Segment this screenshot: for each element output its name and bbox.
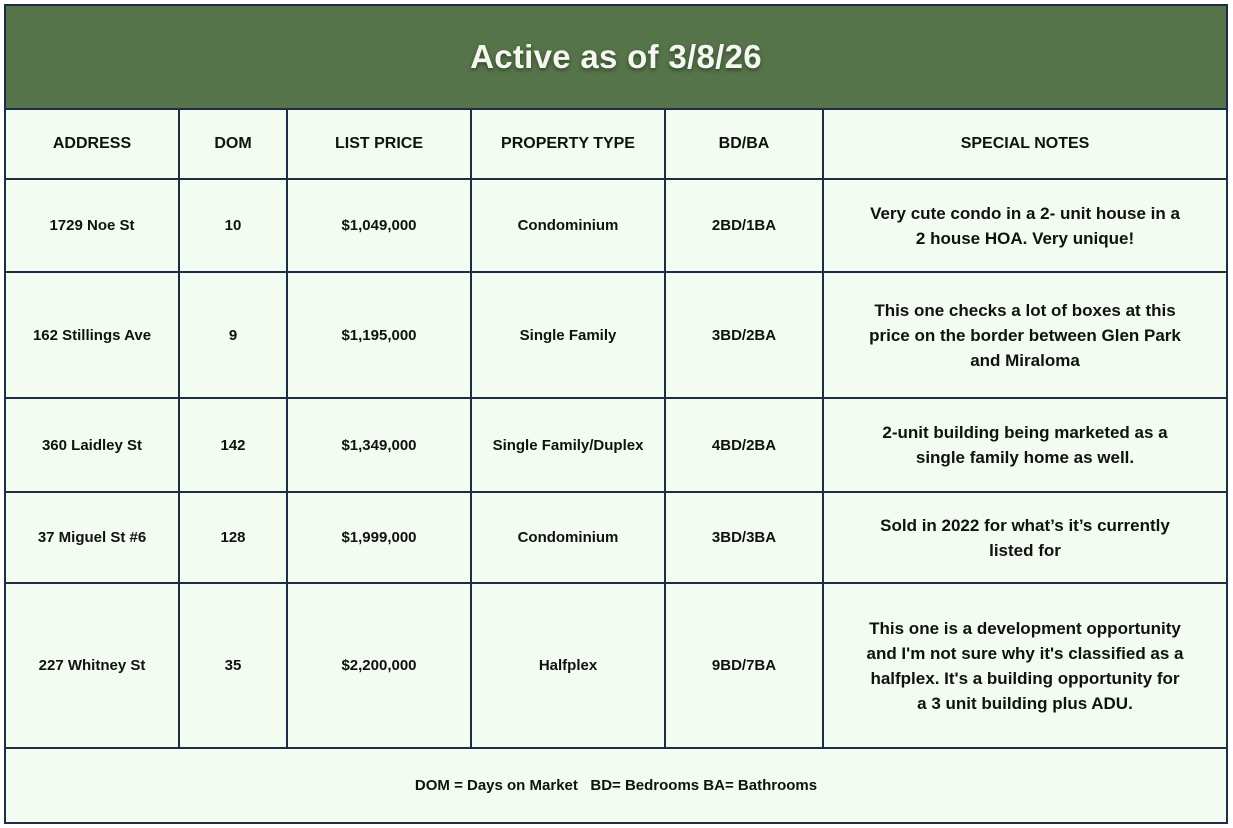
dom-cell: 10 bbox=[179, 179, 287, 272]
column-header-list-price: LIST PRICE bbox=[287, 110, 471, 179]
bd-ba-cell: 4BD/2BA bbox=[665, 398, 823, 492]
dom-cell: 9 bbox=[179, 272, 287, 398]
address-cell: 360 Laidley St bbox=[6, 398, 179, 492]
special-notes-cell: This one is a development opportunity and I'm not sure why it's classified as a halfplex. It's a building opportunity for a 3 unit building plus ADU. bbox=[823, 583, 1226, 748]
list-price-cell: $1,349,000 bbox=[287, 398, 471, 492]
list-price-cell: $1,049,000 bbox=[287, 179, 471, 272]
address-cell: 1729 Noe St bbox=[6, 179, 179, 272]
property-type-cell: Condominium bbox=[471, 492, 665, 583]
bd-ba-cell: 2BD/1BA bbox=[665, 179, 823, 272]
address-cell: 227 Whitney St bbox=[6, 583, 179, 748]
property-type-cell: Condominium bbox=[471, 179, 665, 272]
address-cell: 162 Stillings Ave bbox=[6, 272, 179, 398]
table-row bbox=[6, 492, 1226, 583]
address-cell: 37 Miguel St #6 bbox=[6, 492, 179, 583]
list-price-cell: $1,999,000 bbox=[287, 492, 471, 583]
column-header-dom: DOM bbox=[179, 110, 287, 179]
title-banner bbox=[6, 6, 1226, 110]
table-row bbox=[6, 398, 1226, 492]
column-header-special-notes: SPECIAL NOTES bbox=[823, 110, 1226, 179]
listings-sheet bbox=[4, 4, 1228, 824]
table-row bbox=[6, 179, 1226, 272]
bd-ba-cell: 3BD/2BA bbox=[665, 272, 823, 398]
dom-cell: 128 bbox=[179, 492, 287, 583]
legend-footer: DOM = Days on Market BD= Bedrooms BA= Bathrooms bbox=[414, 776, 818, 794]
list-price-cell: $1,195,000 bbox=[287, 272, 471, 398]
dom-cell: 35 bbox=[179, 583, 287, 748]
dom-cell: 142 bbox=[179, 398, 287, 492]
property-type-cell: Halfplex bbox=[471, 583, 665, 748]
bd-ba-cell: 9BD/7BA bbox=[665, 583, 823, 748]
special-notes-cell: 2-unit building being marketed as a single family home as well. bbox=[823, 398, 1226, 492]
listings-table bbox=[6, 110, 1226, 749]
bd-ba-cell: 3BD/3BA bbox=[665, 492, 823, 583]
column-header-bd-ba: BD/BA bbox=[665, 110, 823, 179]
special-notes-cell: Sold in 2022 for what’s it’s currently listed for bbox=[823, 492, 1226, 583]
property-type-cell: Single Family/Duplex bbox=[471, 398, 665, 492]
page-title: Active as of 3/8/26 bbox=[470, 38, 762, 75]
property-type-cell: Single Family bbox=[471, 272, 665, 398]
special-notes-cell: Very cute condo in a 2- unit house in a 2 house HOA. Very unique! bbox=[823, 179, 1226, 272]
table-row bbox=[6, 272, 1226, 398]
table-row bbox=[6, 583, 1226, 748]
column-header-address: ADDRESS bbox=[6, 110, 179, 179]
special-notes-cell: This one checks a lot of boxes at this price on the border between Glen Park and Miraloma bbox=[823, 272, 1226, 398]
column-header-property-type: PROPERTY TYPE bbox=[471, 110, 665, 179]
table-header-row bbox=[6, 110, 1226, 179]
list-price-cell: $2,200,000 bbox=[287, 583, 471, 748]
